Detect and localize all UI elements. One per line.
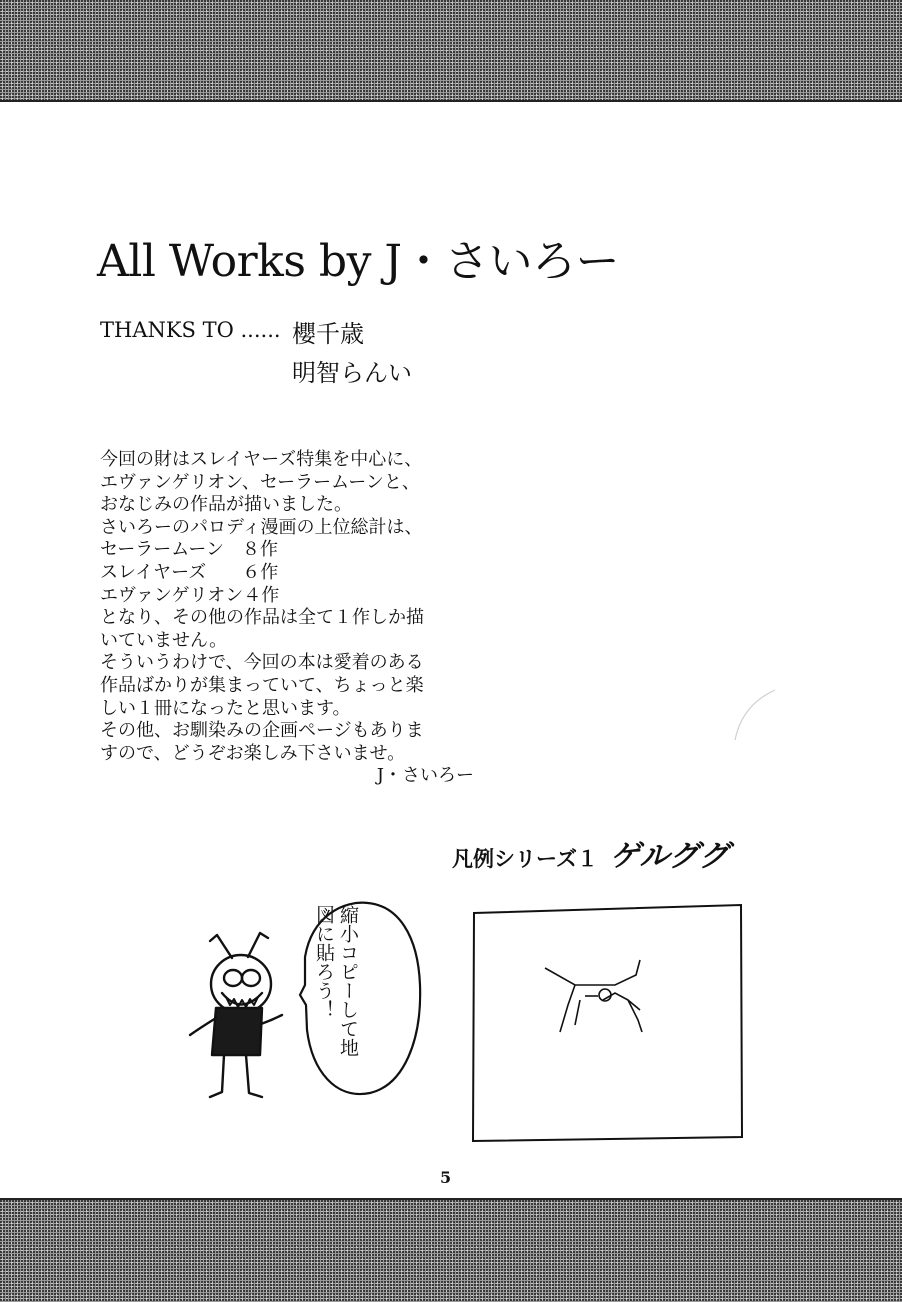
eye-right: [242, 970, 260, 986]
message-line: エヴァンゲリオン、セーラームーンと、: [100, 471, 420, 493]
bug-character-drawing: [190, 933, 282, 1097]
message-line: 今回の財はスレイヤーズ特集を中心に、: [100, 449, 423, 470]
arm-right: [261, 1015, 282, 1024]
map-frame: [473, 905, 742, 1141]
message-line: 作品ばかりが集まっていて、ちょっと楽: [100, 674, 424, 696]
series-name: ゲルググ: [609, 839, 729, 874]
message-line: そういうわけで、今回の本は愛着のある: [100, 652, 424, 674]
map-box: [473, 905, 742, 1141]
message-line: スレイヤーズ ６作: [100, 561, 279, 583]
thanks-name: 明智らんい: [292, 359, 412, 387]
page-number: 5: [440, 1168, 452, 1187]
message-line: さいろーのパロディ漫画の上位総計は、: [100, 516, 423, 538]
message-line: その他、お馴染みの企画ページもありま: [100, 720, 424, 742]
message-line: となり、その他の作品は全て１作しか描: [100, 607, 424, 629]
message-line: エヴァンゲリオン４作: [100, 584, 280, 606]
message-line: いていません。: [100, 629, 228, 651]
antenna-left: [210, 935, 232, 958]
thanks-label: THANKS TO ......: [100, 318, 281, 342]
message-line: しい１冊になったと思います。: [100, 697, 351, 719]
message-line: セーラームーン ８作: [100, 539, 279, 561]
page-title: All Works by J・さいろー: [97, 236, 620, 287]
arm-left: [190, 1018, 216, 1035]
speech-bubble-text: 縮小コピーして地図に貼ろう！: [313, 905, 359, 1057]
thanks-name: 櫻千歳: [292, 320, 364, 348]
signature: J・さいろー: [376, 765, 474, 787]
gelgoog-plan-sketch: [545, 960, 642, 1032]
eye-left: [224, 970, 242, 986]
leg-right: [246, 1055, 262, 1097]
message-line: おなじみの作品が描いました。: [100, 494, 352, 516]
message-line: すので、どうぞお楽しみ下さいませ。: [100, 742, 406, 764]
pencil-stroke: [735, 690, 775, 740]
antenna-right: [248, 933, 268, 957]
leg-left: [210, 1055, 224, 1097]
character-body: [212, 1008, 262, 1055]
series-label: 凡例シリーズ１: [452, 847, 598, 871]
